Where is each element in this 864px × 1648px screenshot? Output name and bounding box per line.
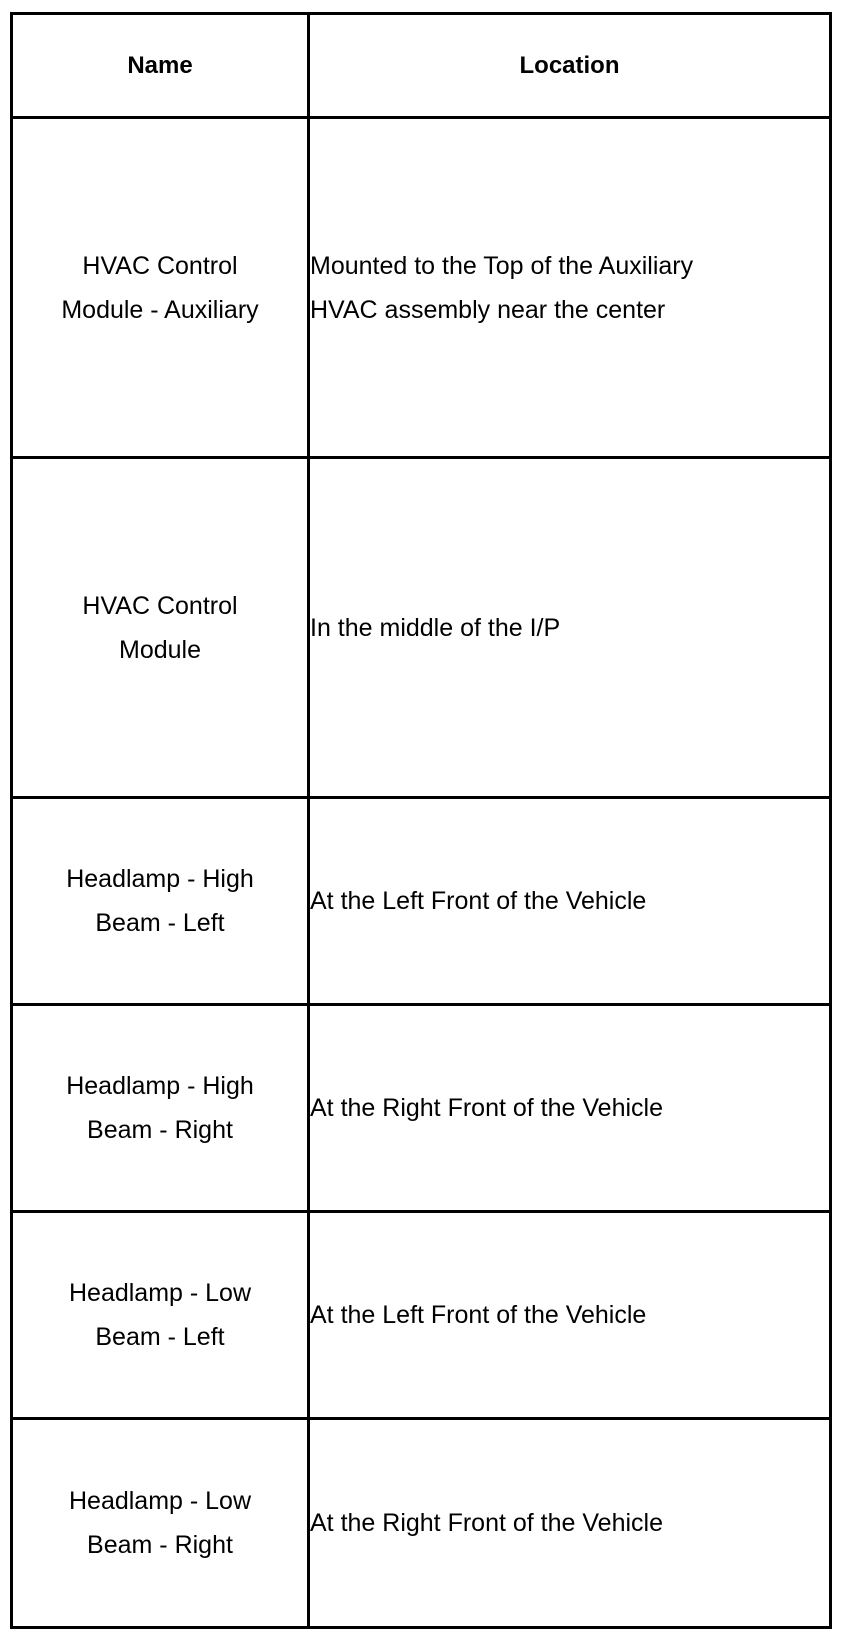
component-name-line: Beam - Left <box>95 1323 225 1351</box>
table-row <box>12 1005 831 1212</box>
component-location-line: Mounted to the Top of the Auxiliary <box>310 251 694 280</box>
table-row <box>12 118 831 458</box>
component-name-line: Headlamp - Low <box>68 1487 252 1515</box>
component-location-cell <box>309 1419 831 1628</box>
component-name-line: Beam - Right <box>87 1116 233 1144</box>
component-name-cell <box>12 1419 309 1628</box>
component-name-cell <box>12 118 309 458</box>
header-name: Name <box>12 14 309 118</box>
component-location-cell <box>309 1005 831 1212</box>
component-name-line: HVAC Control <box>82 251 238 280</box>
header-row <box>12 14 831 118</box>
table-row <box>12 798 831 1005</box>
component-location-line: In the middle of the I/P <box>310 613 561 642</box>
component-location-cell <box>309 798 831 1005</box>
component-location-line: At the Right Front of the Vehicle <box>310 1094 663 1122</box>
header-location: Location <box>309 14 831 118</box>
component-name-line: Headlamp - High <box>66 865 254 893</box>
component-name-cell <box>12 1005 309 1212</box>
component-name-cell <box>12 458 309 798</box>
component-name-line: Module <box>119 635 201 664</box>
component-location-cell <box>309 118 831 458</box>
component-locations-table <box>10 12 832 1629</box>
component-location-line: At the Left Front of the Vehicle <box>310 1301 647 1329</box>
component-name-cell <box>12 798 309 1005</box>
table-row <box>12 1419 831 1628</box>
component-name-cell <box>12 1212 309 1419</box>
component-name-line: Beam - Right <box>87 1531 233 1559</box>
component-name-line: Headlamp - High <box>66 1072 254 1100</box>
component-name-line: Headlamp - Low <box>68 1279 252 1307</box>
component-name-line: HVAC Control <box>82 591 238 620</box>
component-location-line: HVAC assembly near the center <box>310 295 666 324</box>
component-location-line: At the Left Front of the Vehicle <box>310 887 647 915</box>
component-location-cell <box>309 458 831 798</box>
component-name-line: Beam - Left <box>95 909 225 937</box>
component-location-line: At the Right Front of the Vehicle <box>310 1509 663 1537</box>
component-name-line: Module - Auxiliary <box>61 295 259 324</box>
table-row <box>12 1212 831 1419</box>
component-location-cell <box>309 1212 831 1419</box>
table-row <box>12 458 831 798</box>
